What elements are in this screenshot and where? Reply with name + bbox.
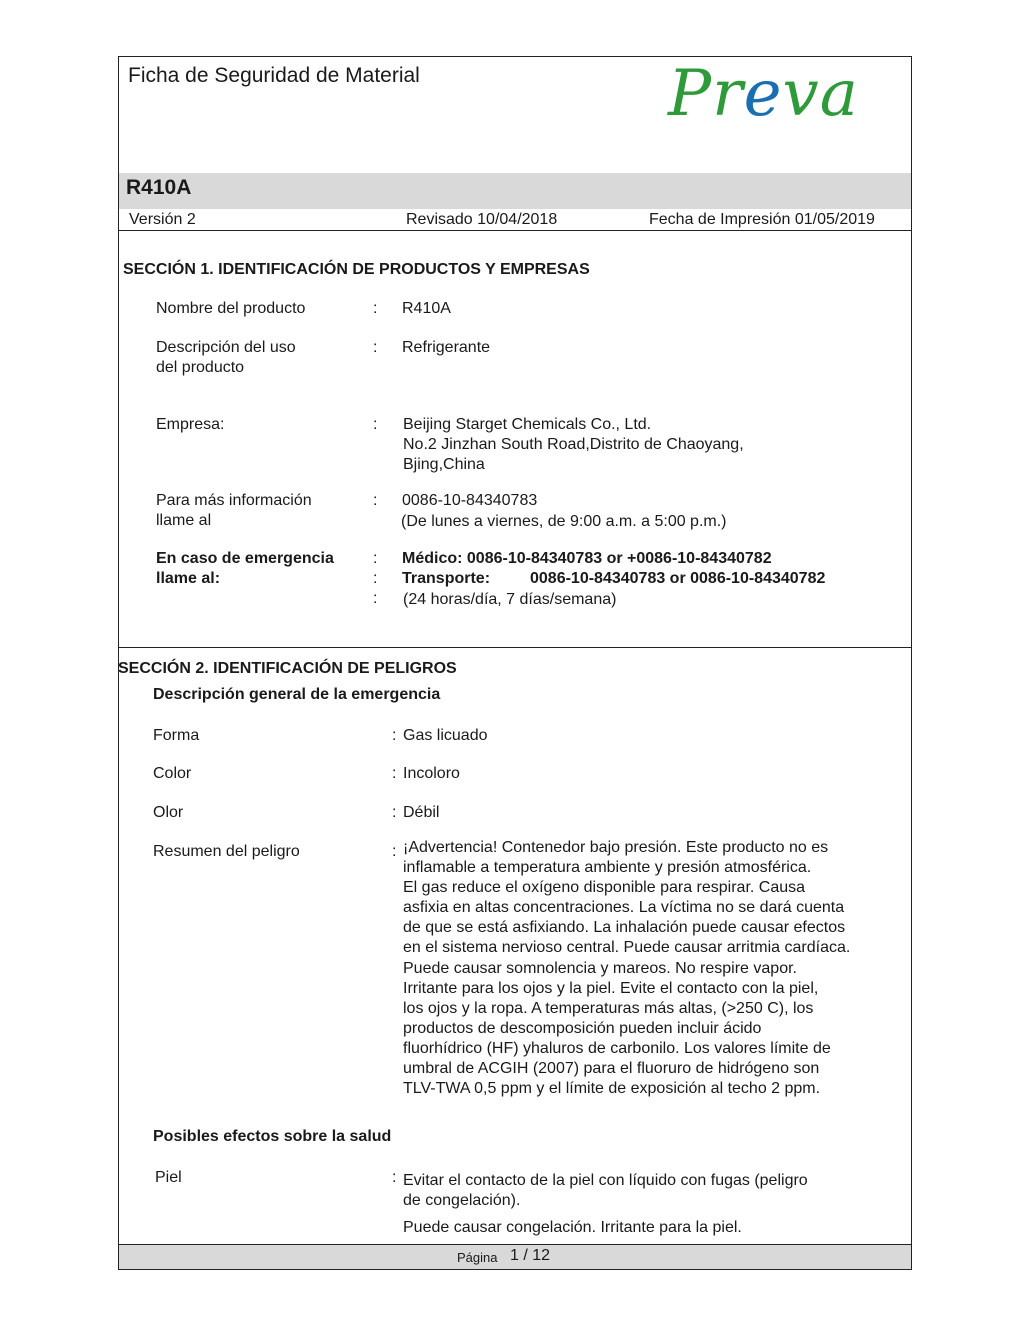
hazard-line: fluorhídrico (HF) yhaluros de carbonilo. Los valores límite de: [403, 1039, 831, 1057]
colon: :: [373, 550, 378, 567]
odor-label: Olor: [153, 804, 184, 821]
transport-label: Transporte:: [402, 570, 491, 587]
hazard-line: El gas reduce el oxígeno disponible para respirar. Causa: [403, 879, 806, 897]
skin-label: Piel: [155, 1169, 182, 1186]
emergency-label: En caso de emergencia: [156, 550, 334, 567]
info-phone: 0086-10-84340783: [402, 492, 538, 509]
colon: :: [373, 570, 378, 587]
hazard-line: de que se está asfixiando. La inhalación puede causar efectos: [403, 919, 846, 937]
colon: :: [373, 492, 378, 509]
revised-date: Revisado 10/04/2018: [406, 211, 558, 228]
form-value: Gas licuado: [403, 727, 488, 744]
section-2-title: SECCIÓN 2. IDENTIFICACIÓN DE PELIGROS: [118, 660, 457, 677]
skin-extra: Puede causar congelación. Irritante para la piel.: [403, 1219, 742, 1236]
colon: :: [392, 727, 397, 744]
company-line: Bjing,China: [403, 456, 485, 473]
footer-divider: [119, 1244, 911, 1245]
hazard-line: productos de descomposición pueden incluir ácido: [403, 1019, 762, 1037]
product-name-heading: R410A: [126, 176, 192, 199]
section-2-subtitle: Descripción general de la emergencia: [153, 686, 441, 703]
info-label-cont: llame al: [156, 512, 212, 529]
info-label: Para más información: [156, 492, 312, 509]
form-label: Forma: [153, 727, 200, 744]
health-effects-title: Posibles efectos sobre la salud: [153, 1128, 392, 1145]
odor-value: Débil: [403, 804, 440, 821]
use-label: Descripción del uso: [156, 339, 296, 356]
info-hours: (De lunes a viernes, de 9:00 a.m. a 5:00 p.m.): [401, 513, 727, 530]
section-divider: [119, 647, 911, 648]
hazard-line: TLV-TWA 0,5 ppm y el límite de exposición al techo 2 ppm.: [403, 1080, 821, 1098]
document-title: Ficha de Seguridad de Material: [128, 64, 420, 87]
colon: :: [373, 339, 378, 356]
company-label: Empresa:: [156, 416, 225, 433]
hazard-summary: [403, 838, 850, 1099]
colon: :: [373, 300, 378, 317]
emergency-label-cont: llame al:: [156, 570, 221, 587]
colon: :: [392, 1169, 397, 1186]
hazard-line: Puede causar somnolencia y mareos. No respire vapor.: [403, 959, 797, 977]
hazard-line: en el sistema nervioso central. Puede causar arritmia cardíaca.: [403, 939, 851, 957]
transport-phone: 0086-10-84340783 or 0086-10-84340782: [530, 570, 826, 587]
hazard-line: umbral de ACGIH (2007) para el fluoruro de hidrógeno son: [403, 1060, 820, 1078]
use-value: Refrigerante: [402, 339, 491, 356]
hazard-line: ¡Advertencia! Contenedor bajo presión. Este producto no es: [403, 839, 829, 856]
hazard-line: inflamable a temperatura ambiente y presión atmosférica.: [403, 859, 812, 877]
color-value: Incoloro: [403, 765, 460, 782]
page-label: Página: [457, 1250, 498, 1265]
page-number: 1 / 12: [510, 1247, 551, 1264]
use-label-cont: del producto: [156, 359, 245, 376]
print-date: Fecha de Impresión 01/05/2019: [649, 211, 875, 228]
hazard-line: Irritante para los ojos y la piel. Evite el contacto con la piel,: [403, 979, 819, 997]
version: Versión 2: [129, 211, 196, 228]
colon: :: [392, 804, 397, 821]
hazard-line: asfixia en altas concentraciones. La víctima no se dará cuenta: [403, 899, 845, 917]
preva-logo: Preva: [668, 57, 859, 131]
hazard-label: Resumen del peligro: [153, 843, 300, 860]
company-line: No.2 Jinzhan South Road,Distrito de Chaoyang,: [403, 436, 744, 453]
availability: (24 horas/día, 7 días/semana): [403, 591, 617, 608]
colon: :: [392, 843, 397, 860]
skin-line: de congelación).: [403, 1192, 521, 1210]
hazard-line: los ojos y la ropa. A temperaturas más altas, (>250 C), los: [403, 999, 814, 1017]
colon: :: [373, 416, 378, 433]
product-name-value: R410A: [402, 300, 451, 317]
product-bar: [119, 173, 911, 209]
skin-line: Evitar el contacto de la piel con líquido con fugas (peligro: [403, 1172, 808, 1189]
company-line: Beijing Starget Chemicals Co., Ltd.: [403, 416, 652, 433]
header-divider: [119, 230, 911, 231]
section-1-title: SECCIÓN 1. IDENTIFICACIÓN DE PRODUCTOS Y EMPRESAS: [123, 261, 590, 278]
colon: :: [373, 590, 378, 607]
medical-phone: Médico: 0086-10-84340783 or +0086-10-84340782: [402, 550, 772, 567]
colon: :: [392, 765, 397, 782]
product-name-label: Nombre del producto: [156, 300, 306, 317]
color-label: Color: [153, 765, 192, 782]
skin-effects: [403, 1171, 808, 1211]
